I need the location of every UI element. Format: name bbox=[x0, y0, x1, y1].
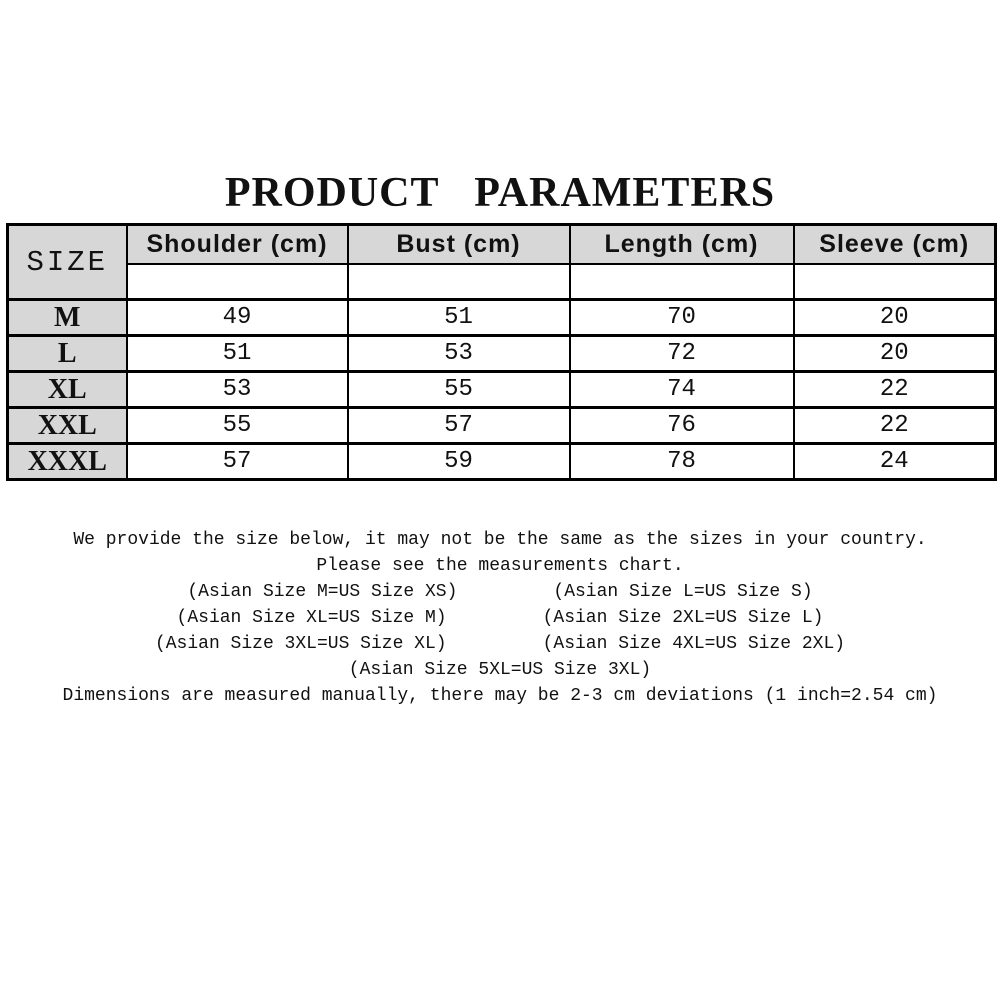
bust-value: 53 bbox=[348, 336, 570, 372]
length-value: 74 bbox=[570, 372, 794, 408]
conversion-l-s: (Asian Size L=US Size S) bbox=[553, 582, 813, 602]
note-see-chart: Please see the measurements chart. bbox=[316, 556, 684, 576]
shoulder-value: 49 bbox=[127, 300, 348, 336]
shoulder-value: 51 bbox=[127, 336, 348, 372]
table-header-row bbox=[8, 225, 996, 265]
conversion-4xl-2xl: (Asian Size 4XL=US Size 2XL) bbox=[542, 634, 846, 654]
length-value: 78 bbox=[570, 444, 794, 480]
length-value: 70 bbox=[570, 300, 794, 336]
bust-value: 55 bbox=[348, 372, 570, 408]
conversion-m-xs: (Asian Size M=US Size XS) bbox=[187, 582, 458, 602]
column-header-length: Length (cm) bbox=[570, 225, 794, 265]
column-header-shoulder: Shoulder (cm) bbox=[127, 225, 348, 265]
empty-cell bbox=[794, 264, 996, 300]
length-value: 72 bbox=[570, 336, 794, 372]
size-row-label: XL bbox=[8, 372, 127, 408]
sleeve-value: 22 bbox=[794, 372, 996, 408]
shoulder-value: 53 bbox=[127, 372, 348, 408]
empty-cell bbox=[348, 264, 570, 300]
bust-value: 59 bbox=[348, 444, 570, 480]
column-header-bust: Bust (cm) bbox=[348, 225, 570, 265]
shoulder-value: 55 bbox=[127, 408, 348, 444]
table-empty-subrow bbox=[8, 264, 996, 300]
empty-cell bbox=[127, 264, 348, 300]
page-title: PRODUCT PARAMETERS bbox=[224, 170, 776, 216]
conversion-5xl-3xl: (Asian Size 5XL=US Size 3XL) bbox=[348, 660, 652, 680]
conversion-3xl-xl: (Asian Size 3XL=US Size XL) bbox=[154, 634, 447, 654]
note-deviation-disclaimer: Dimensions are measured manually, there may be 2-3 cm deviations (1 inch=2.54 cm) bbox=[62, 686, 938, 706]
sleeve-value: 22 bbox=[794, 408, 996, 444]
size-row-label: L bbox=[8, 336, 127, 372]
sleeve-value: 20 bbox=[794, 336, 996, 372]
table-row-m bbox=[8, 300, 996, 336]
bust-value: 51 bbox=[348, 300, 570, 336]
size-notes bbox=[0, 527, 1000, 709]
size-row-label: M bbox=[8, 300, 127, 336]
table-row-l bbox=[8, 336, 996, 372]
size-table bbox=[6, 223, 997, 481]
table-row-xxxl bbox=[8, 444, 996, 480]
shoulder-value: 57 bbox=[127, 444, 348, 480]
note-conversion-row-3 bbox=[0, 631, 1000, 657]
size-row-label: XXL bbox=[8, 408, 127, 444]
sleeve-value: 20 bbox=[794, 300, 996, 336]
table-row-xxl bbox=[8, 408, 996, 444]
column-header-sleeve: Sleeve (cm) bbox=[794, 225, 996, 265]
length-value: 76 bbox=[570, 408, 794, 444]
table-row-xl bbox=[8, 372, 996, 408]
empty-cell bbox=[570, 264, 794, 300]
note-conversion-row-1 bbox=[0, 579, 1000, 605]
conversion-xl-m: (Asian Size XL=US Size M) bbox=[176, 608, 447, 628]
bust-value: 57 bbox=[348, 408, 570, 444]
conversion-2xl-l: (Asian Size 2XL=US Size L) bbox=[542, 608, 824, 628]
size-row-label: XXXL bbox=[8, 444, 127, 480]
note-country-disclaimer: We provide the size below, it may not be the same as the sizes in your country. bbox=[73, 530, 927, 550]
note-conversion-row-2 bbox=[0, 605, 1000, 631]
size-column-header: SIZE bbox=[8, 225, 127, 300]
sleeve-value: 24 bbox=[794, 444, 996, 480]
